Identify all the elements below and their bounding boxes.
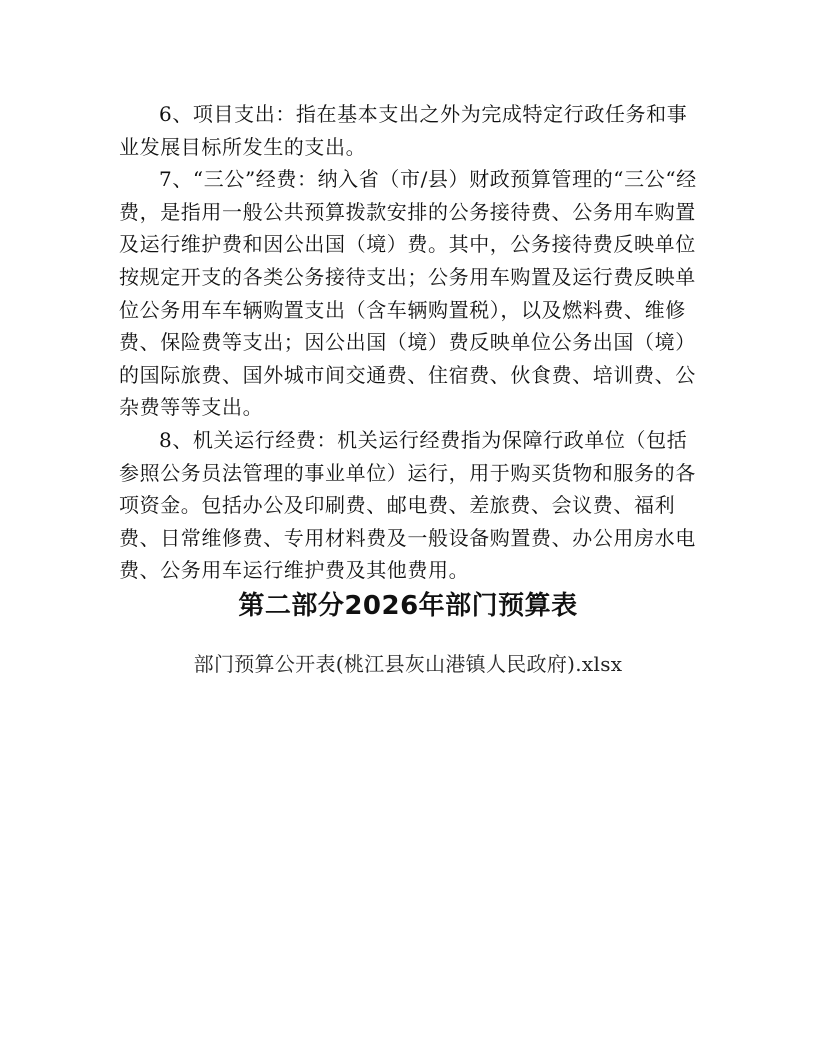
paragraph-three-public-expenses: 7、“三公”经费：纳入省（市/县）财政预算管理的“三公“经费，是指用一般公共预算拨款安排的公务接待费、公务用车购置及运行维护费和因公出国（境）费。其中，公务接待费反映单位按规定开支的各类公务接待支出；公务用车购置及运行费反映单位公务用车车辆购置支出（含车辆购置税），以及燃料费、维修费、保险费等支出；因公出国（境）费反映单位公务出国（境）的国际旅费、国外城市间交通费、住宿费、伙食费、培训费、公杂费等等支出。: [119, 167, 697, 420]
paragraph-project-expenditure: 6、项目支出：指在基本支出之外为完成特定行政任务和事业发展目标所发生的支出。: [119, 102, 688, 159]
attachment-link[interactable]: 部门预算公开表(桃江县灰山港镇人民政府).xlsx: [193, 652, 623, 676]
definitions-text: [119, 98, 699, 587]
paragraph-agency-operating-expenses: 8、机关运行经费：机关运行经费指为保障行政单位（包括参照公务员法管理的事业单位）运行，用于购买货物和服务的各项资金。包括办公及印刷费、邮电费、差旅费、会议费、福利费、日常维修费、专用材料费及一般设备购置费、办公用房水电费、公务用车运行维护费及其他费用。: [119, 427, 696, 583]
section-title: 第二部分2026年部门预算表: [238, 591, 578, 621]
